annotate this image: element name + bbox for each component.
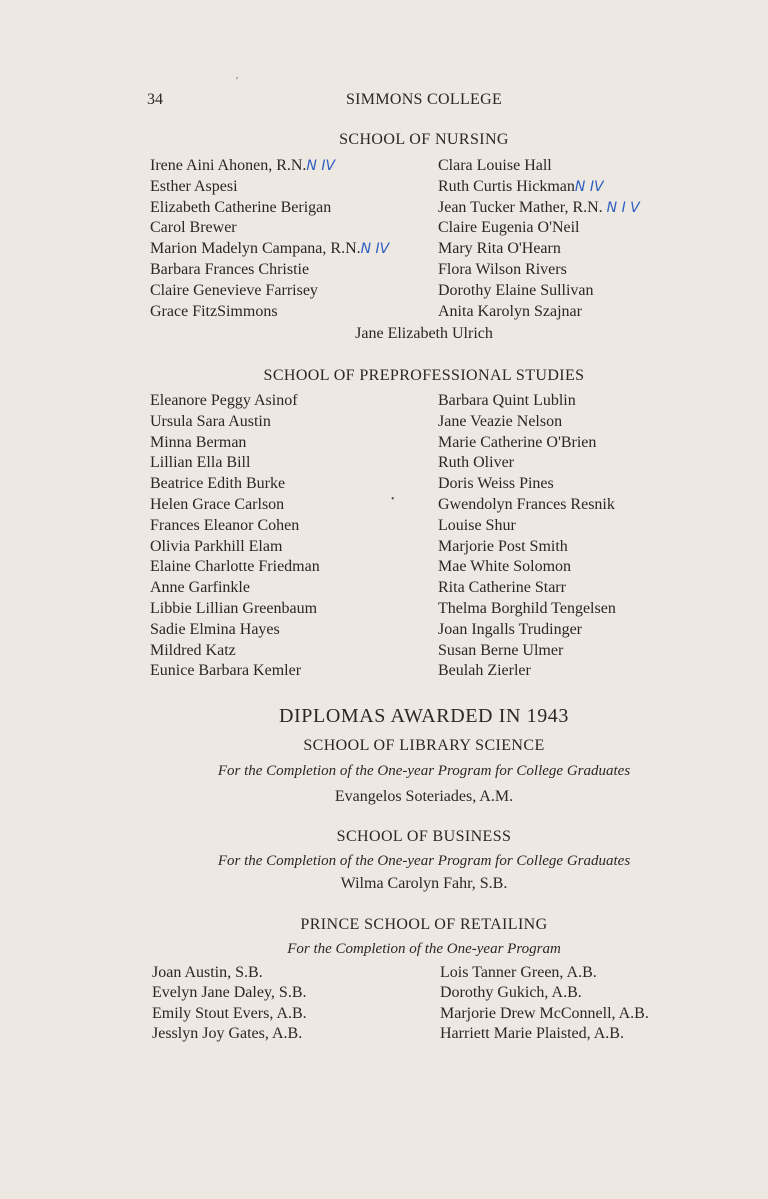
- list-item: Anne Garfinkle: [150, 579, 250, 597]
- business-subtitle: For the Completion of the One-year Program for College Graduates: [217, 853, 631, 869]
- preprofessional-left-list: [150, 391, 320, 682]
- list-item: Marion Madelyn Campana, R.N.N IV: [150, 240, 390, 258]
- list-item: Elizabeth Catherine Berigan: [150, 198, 332, 216]
- paper-speck: ′: [236, 76, 239, 87]
- list-item: Irene Aini Ahonen, R.N.N IV: [150, 157, 336, 174]
- list-item: Dorothy Gukich, A.B.: [440, 984, 582, 1002]
- handwritten-annotation: N I V: [606, 199, 640, 216]
- list-item: Marjorie Post Smith: [438, 537, 568, 555]
- preprofessional-title: SCHOOL OF PREPROFESSIONAL STUDIES: [263, 367, 585, 384]
- list-item: Barbara Frances Christie: [150, 260, 310, 278]
- list-item: Joan Ingalls Trudinger: [438, 620, 582, 638]
- business-graduate: Wilma Carolyn Fahr, S.B.: [340, 875, 508, 892]
- list-item: Ruth Curtis HickmanN IV: [438, 177, 604, 195]
- paper-speck: •: [391, 494, 395, 505]
- list-item: Grace FitzSimmons: [150, 302, 278, 320]
- list-item: Claire Eugenia O'Neil: [438, 219, 580, 237]
- list-item: Lillian Ella Bill: [150, 454, 251, 472]
- handwritten-annotation: N IV: [360, 241, 390, 258]
- list-item: Louise Shur: [438, 516, 516, 534]
- retailing-title: PRINCE SCHOOL OF RETAILING: [300, 916, 548, 933]
- list-item: Flora Wilson Rivers: [438, 260, 567, 278]
- list-item: Minna Berman: [150, 433, 247, 451]
- list-item: Harriett Marie Plaisted, A.B.: [440, 1024, 624, 1042]
- list-item: Dorothy Elaine Sullivan: [438, 281, 594, 299]
- list-item: Mildred Katz: [150, 641, 236, 659]
- list-item: Olivia Parkhill Elam: [150, 537, 283, 555]
- list-item: Joan Austin, S.B.: [152, 964, 263, 981]
- diplomas-title: DIPLOMAS AWARDED IN 1943: [278, 705, 570, 727]
- library-subtitle: For the Completion of the One-year Program for College Graduates: [217, 763, 631, 779]
- running-head: SIMMONS COLLEGE: [345, 91, 503, 108]
- list-item: Eunice Barbara Kemler: [150, 662, 302, 680]
- list-item: Ursula Sara Austin: [150, 412, 271, 430]
- list-item: Barbara Quint Lublin: [438, 392, 576, 409]
- list-item: Mae White Solomon: [438, 558, 572, 576]
- list-item: Anita Karolyn Szajnar: [438, 302, 582, 320]
- nursing-last-name: Jane Elizabeth Ulrich: [355, 325, 493, 342]
- list-item: Carol Brewer: [150, 219, 237, 237]
- retailing-subtitle: For the Completion of the One-year Program: [287, 941, 561, 957]
- business-title: SCHOOL OF BUSINESS: [336, 828, 512, 845]
- page-number: 34: [147, 91, 163, 108]
- nursing-left-list: [150, 156, 389, 322]
- list-item: Jesslyn Joy Gates, A.B.: [152, 1024, 303, 1042]
- list-item: Gwendolyn Frances Resnik: [438, 495, 615, 513]
- page-header: [0, 91, 768, 113]
- nursing-title: SCHOOL OF NURSING: [339, 131, 509, 148]
- list-item: Susan Berne Ulmer: [438, 641, 564, 659]
- list-item: Beatrice Edith Burke: [150, 475, 286, 493]
- list-item: Thelma Borghild Tengelsen: [438, 599, 616, 617]
- list-item: Marie Catherine O'Brien: [438, 433, 597, 451]
- retailing-left-list: [152, 963, 307, 1044]
- handwritten-annotation: N IV: [306, 158, 336, 174]
- list-item: Doris Weiss Pines: [438, 475, 554, 493]
- list-item: Jean Tucker Mather, R.N. N I V: [438, 198, 640, 216]
- list-item: Libbie Lillian Greenbaum: [150, 599, 318, 617]
- list-item: Emily Stout Evers, A.B.: [152, 1004, 307, 1022]
- list-item: Marjorie Drew McConnell, A.B.: [440, 1004, 649, 1022]
- list-item: Rita Catherine Starr: [438, 579, 566, 597]
- list-item: Claire Genevieve Farrisey: [150, 281, 318, 299]
- list-item: Lois Tanner Green, A.B.: [440, 964, 597, 981]
- nursing-right-list: [438, 156, 640, 322]
- list-item: Ruth Oliver: [438, 454, 514, 472]
- library-graduate: Evangelos Soteriades, A.M.: [334, 788, 514, 805]
- list-item: Clara Louise Hall: [438, 157, 552, 174]
- list-item: Helen Grace Carlson: [150, 495, 285, 513]
- list-item: Sadie Elmina Hayes: [150, 620, 280, 638]
- list-item: Mary Rita O'Hearn: [438, 240, 561, 258]
- list-item: Frances Eleanor Cohen: [150, 516, 300, 534]
- list-item: Beulah Zierler: [438, 662, 531, 680]
- retailing-right-list: [440, 963, 649, 1044]
- library-title: SCHOOL OF LIBRARY SCIENCE: [303, 737, 545, 754]
- list-item: Esther Aspesi: [150, 177, 238, 195]
- list-item: Evelyn Jane Daley, S.B.: [152, 984, 307, 1002]
- list-item: Elaine Charlotte Friedman: [150, 558, 320, 576]
- handwritten-annotation: N IV: [574, 178, 604, 195]
- list-item: Jane Veazie Nelson: [438, 412, 563, 430]
- preprofessional-right-list: [438, 391, 616, 682]
- list-item: Eleanore Peggy Asinof: [150, 392, 298, 409]
